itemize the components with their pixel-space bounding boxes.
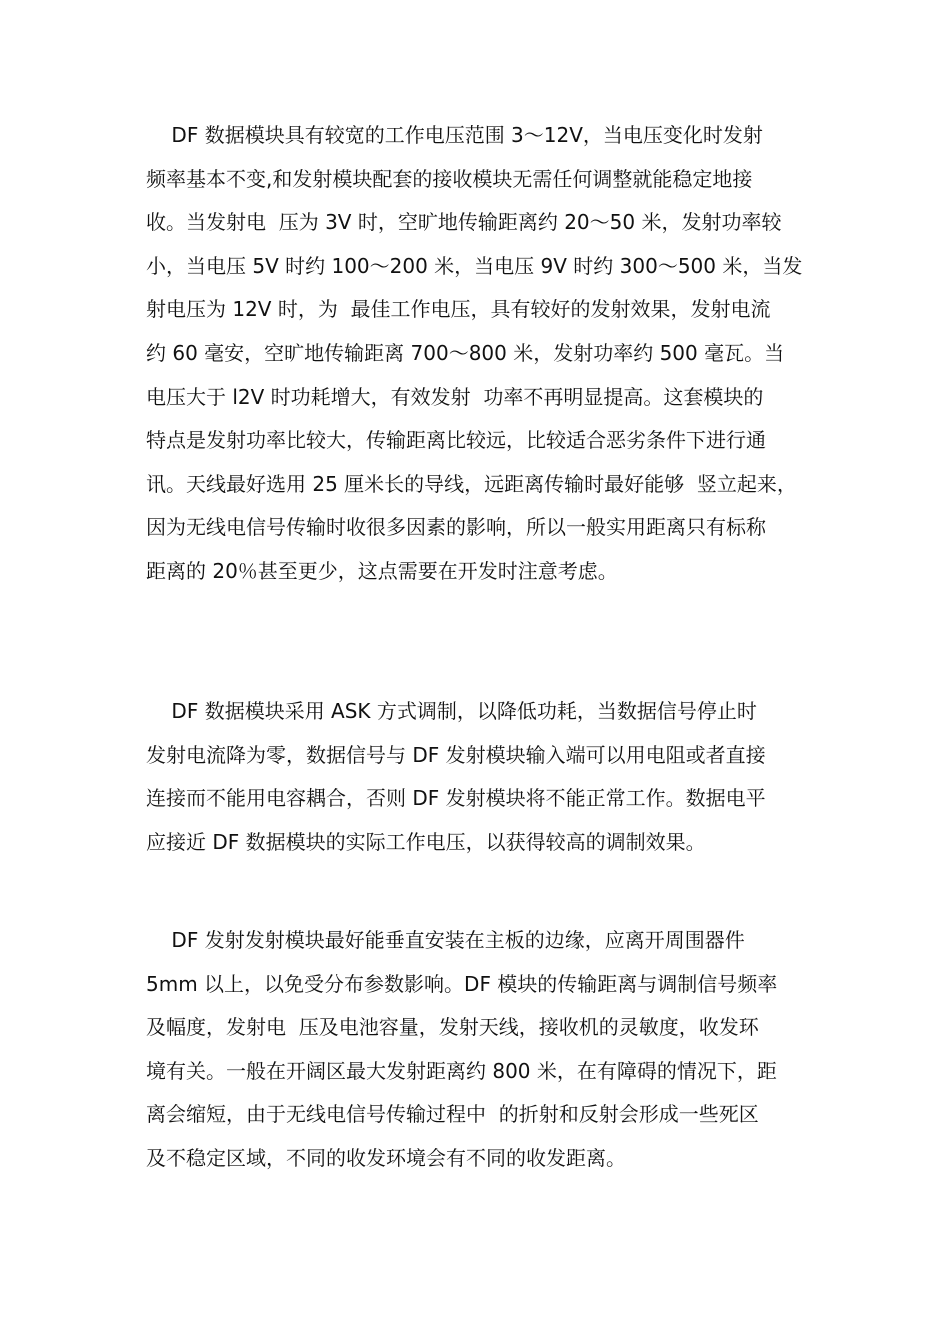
text-line: 应接近 DF 数据模块的实际工作电压，以获得较高的调制效果。 [146, 829, 706, 854]
text-line: 发射电流降为零，数据信号与 DF 发射模块输入端可以用电阻或者直接 [146, 742, 766, 767]
text-line: 频率基本不变,和发射模块配套的接收模块无需任何调整就能稳定地接 [146, 166, 753, 191]
text-line: 射电压为 12V 时，为 最佳工作电压，具有较好的发射效果，发射电流 [146, 297, 771, 322]
text-line: 离会缩短，由于无线电信号传输过程中 的折射和反射会形成一些死区 [146, 1102, 759, 1127]
text-line: 连接而不能用电容耦合，否则 DF 发射模块将不能正常工作。数据电平 [146, 786, 766, 811]
text-line: 及幅度，发射电 压及电池容量，发射天线，接收机的灵敏度，收发环 [146, 1015, 759, 1040]
text-line: DF 数据模块采用 ASK 方式调制，以降低功耗，当数据信号停止时 [146, 699, 757, 723]
text-line: 因为无线电信号传输时收很多因素的影响，所以一般实用距离只有标称 [146, 515, 766, 540]
paragraph-voltage-range [146, 114, 810, 594]
text-line: 距离的 20％甚至更少，这点需要在开发时注意考虑。 [146, 558, 618, 583]
text-line: 电压大于 l2V 时功耗增大，有效发射 功率不再明显提高。这套模块的 [146, 384, 764, 409]
text-line: DF 数据模块具有较宽的工作电压范围 3～12V，当电压变化时发射 [146, 123, 763, 147]
paragraph-installation [146, 919, 810, 1181]
text-line: DF 发射发射模块最好能垂直安装在主板的边缘，应离开周围器件 [146, 928, 745, 952]
text-line: 讯。天线最好选用 25 厘米长的导线，远距离传输时最好能够 竖立起来， [146, 471, 797, 496]
text-line: 约 60 毫安，空旷地传输距离 700～800 米，发射功率约 500 毫瓦。当 [146, 340, 785, 365]
text-line: 境有关。一般在开阔区最大发射距离约 800 米，在有障碍的情况下，距 [146, 1058, 777, 1083]
text-line: 特点是发射功率比较大，传输距离比较远，比较适合恶劣条件下进行通 [146, 428, 766, 453]
paragraph-ask-modulation [146, 690, 810, 864]
text-line: 小，当电压 5V 时约 100～200 米，当电压 9V 时约 300～500 米，当发 [146, 253, 803, 278]
text-line: 及不稳定区域，不同的收发环境会有不同的收发距离。 [146, 1145, 626, 1170]
text-line: 5mm 以上，以免受分布参数影响。DF 模块的传输距离与调制信号频率 [146, 971, 778, 996]
text-line: 收。当发射电 压为 3V 时，空旷地传输距离约 20～50 米，发射功率较 [146, 210, 782, 235]
